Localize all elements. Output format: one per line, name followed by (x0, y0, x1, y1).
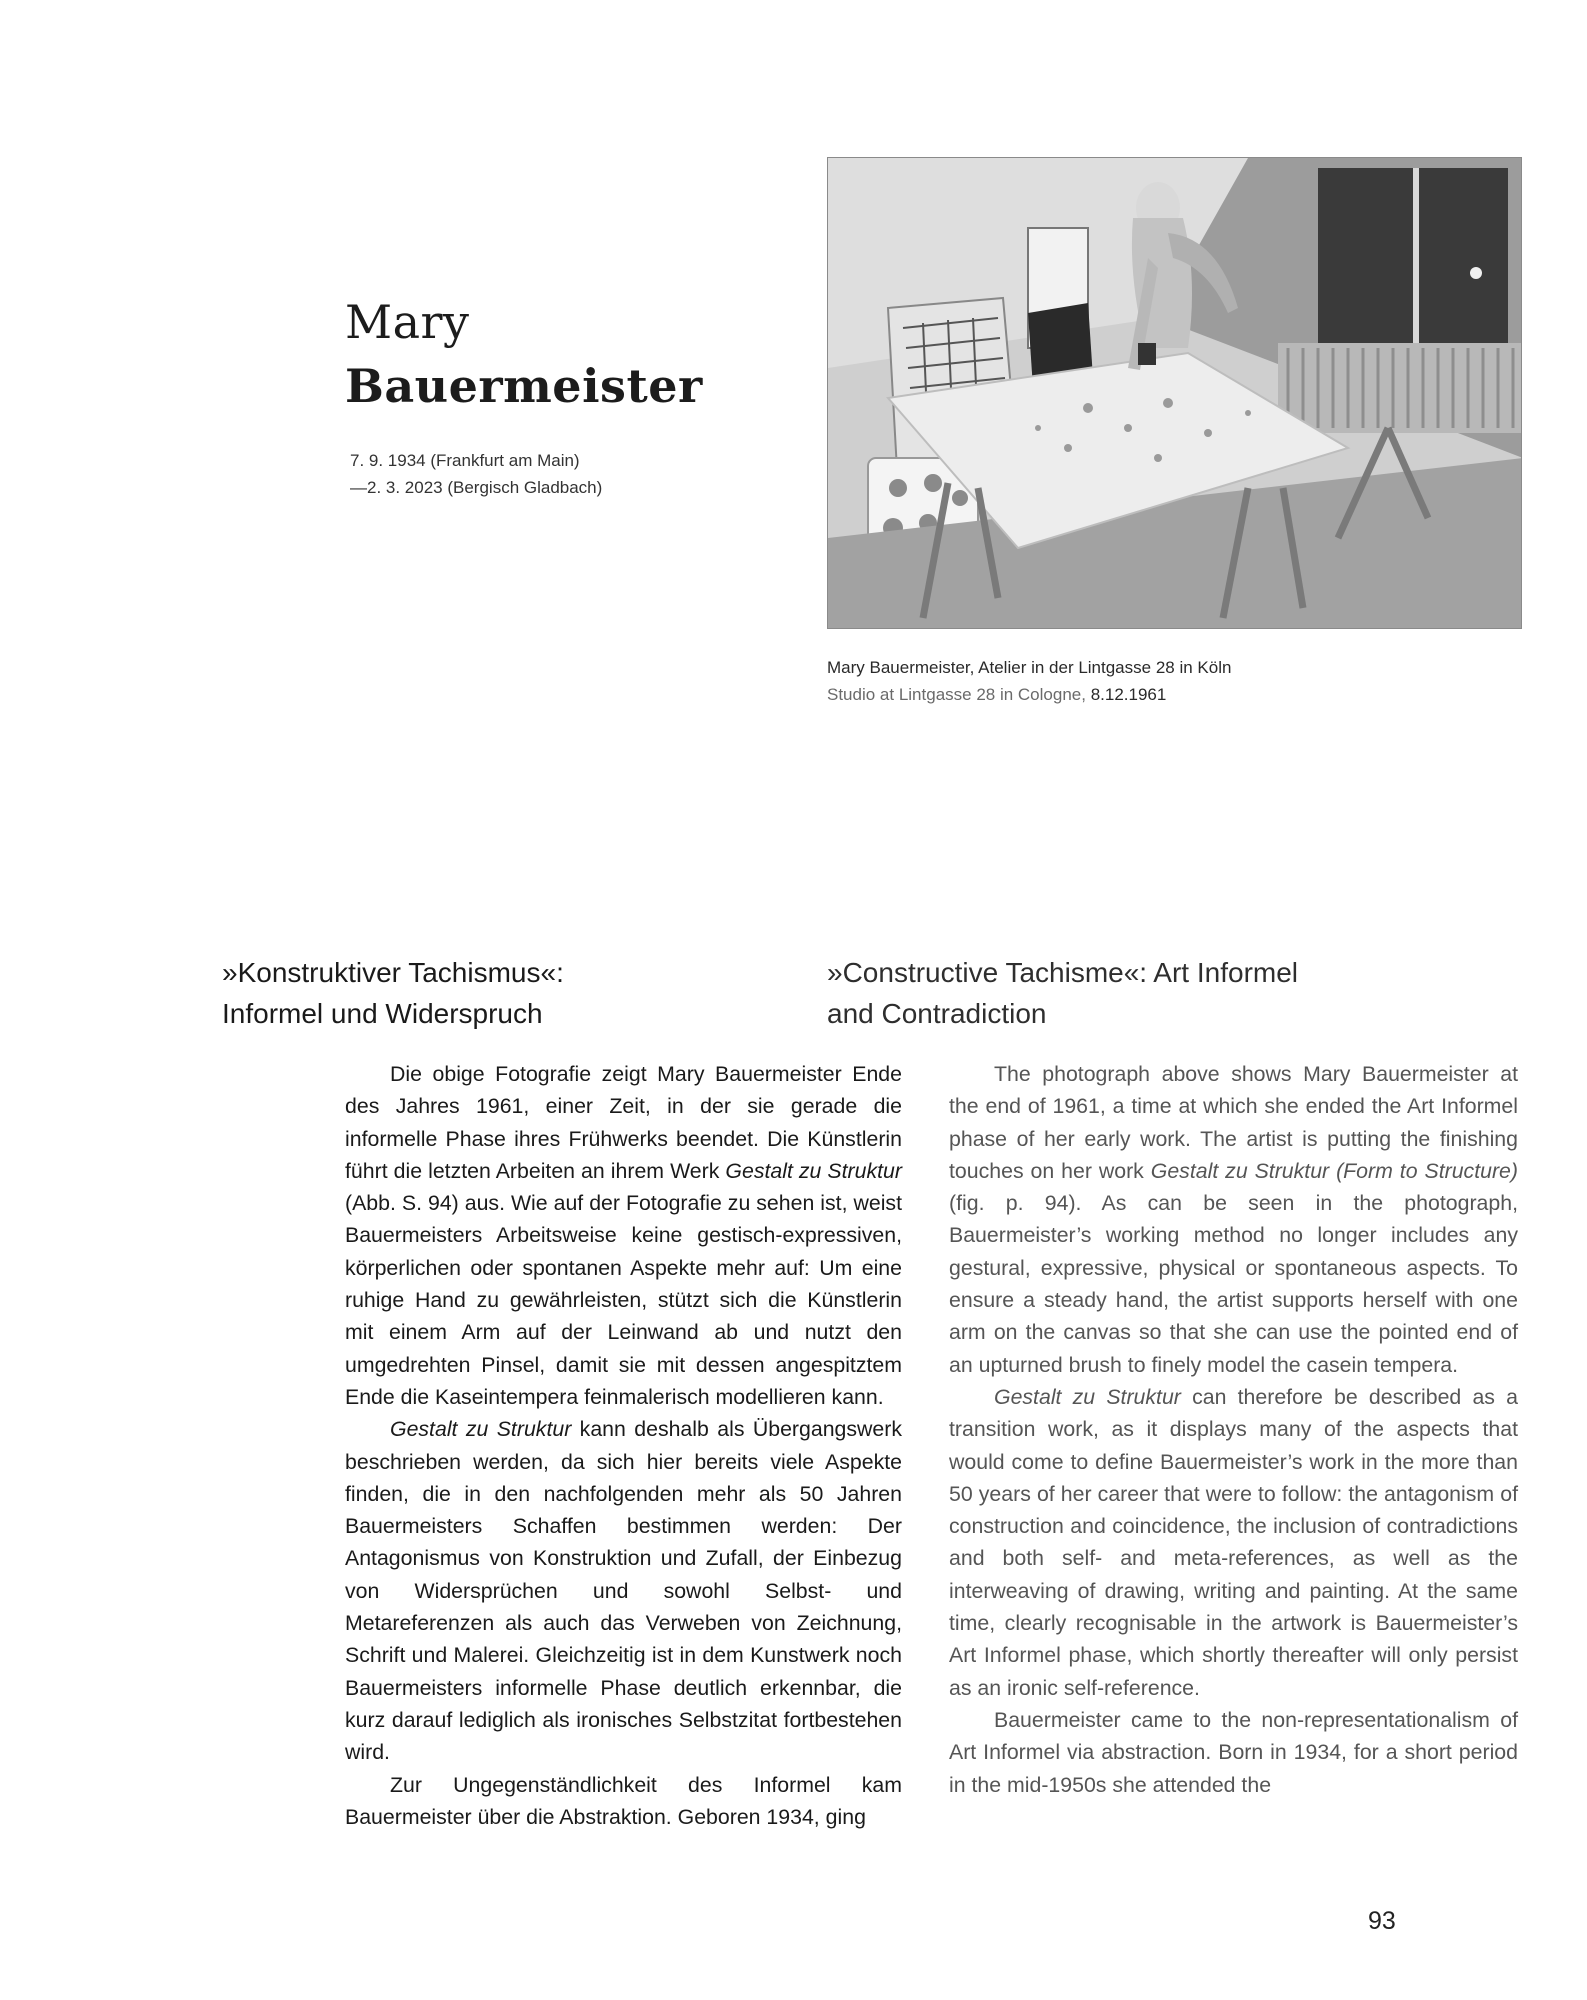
work-title: Gestalt zu Struktur (Form to Structure) (1150, 1158, 1518, 1183)
text-run: (Abb. S. 94) aus. Wie auf der Fotografie zu sehen ist, weist Bauermeisters Arbeitsweise keine gestisch-expressiven, körperlichen oder spontanen Aspekte mehr auf: Um eine ruhige Hand zu gewährleisten, stützt sich die Künstlerin mit einem Arm auf der Leinwand ab und nutzt den umgedrehten Pinsel, damit sie mit dessen angespitztem Ende die Kaseintempera feinmalerisch modellieren kann. (345, 1191, 902, 1409)
artist-first-name: Mary (345, 295, 470, 349)
paragraph (345, 1769, 902, 1834)
heading-german-line2: Informel und Widerspruch (222, 998, 543, 1029)
body-text-english (949, 1058, 1518, 1801)
heading-english-line1: »Constructive Tachisme«: Art Informel (827, 957, 1299, 988)
text-run: Zur Ungegenständlichkeit des Informel kam Bauermeister über die Abstraktion. Geboren 1934, ging (345, 1772, 902, 1829)
paragraph (949, 1381, 1518, 1704)
page-number: 93 (1368, 1907, 1396, 1935)
text-run: Bauermeister came to the non-representationalism of Art Informel via abstraction. Born in 1934, for a short period in the mid-1950s she attended the (949, 1707, 1518, 1797)
paragraph (345, 1058, 902, 1413)
life-dates (350, 447, 602, 501)
paragraph (949, 1058, 1518, 1381)
text-run: can therefore be described as a transition work, as it displays many of the aspects that would come to define Bauermeister’s work in the more than 50 years of her career that were to follow: the antagonism of construction and coincidence, the inclusion of contradictions and both self- and meta-references, as well as the interweaving of drawing, writing and painting. At the same time, clearly recognisable in the artwork is Bauermeister’s Art Informel phase, which shortly thereafter will only persist as an ironic self-reference. (949, 1384, 1518, 1700)
text-run: (fig. p. 94). As can be seen in the photograph, Bauermeister’s working method no longer includes any gestural, expressive, physical or spontaneous aspects. To ensure a steady hand, the artist supports herself with one arm on the canvas so that she can use the pointed end of an upturned brush to finely model the casein tempera. (949, 1191, 1518, 1377)
studio-photo-illustration (828, 158, 1522, 629)
death-date: —2. 3. 2023 (Bergisch Gladbach) (350, 478, 603, 497)
paragraph (345, 1413, 902, 1768)
heading-german-line1: »Konstruktiver Tachismus«: (222, 957, 564, 988)
birth-date: 7. 9. 1934 (Frankfurt am Main) (350, 451, 580, 470)
work-title: Gestalt zu Struktur (994, 1384, 1181, 1409)
work-title: Gestalt zu Struktur (390, 1417, 572, 1442)
artist-last-name: Bauermeister (345, 359, 703, 413)
photo-caption (827, 654, 1231, 708)
body-text-german (345, 1058, 902, 1833)
text-run: kann deshalb als Übergangswerk beschrieben werden, da sich hier bereits viele Aspekte finden, die in den nachfolgenden mehr als 50 Jahren Bauermeisters Schaffen bestimmen werden: Der Antagonismus von Konstruktion und Zufall, der Einbezug von Widersprüchen und sowohl Selbst- und Metareferenzen als auch das Verweben von Zeichnung, Schrift und Malerei. Gleichzeitig ist in dem Kunstwerk noch Bauermeisters informelle Phase deutlich erkennbar, die kurz darauf lediglich als ironisches Selbstzitat fortbestehen wird. (345, 1417, 902, 1765)
studio-photo (827, 157, 1522, 629)
text-run: Die obige Fotografie zeigt Mary Bauermeister Ende des Jahres 1961, einer Zeit, in der sie gerade die informelle Phase ihres Frühwerks beendet. Die Künstlerin führt die letzten Arbeiten an ihrem Werk (345, 1062, 902, 1183)
caption-english: Studio at Lintgasse 28 in Cologne, (827, 685, 1091, 704)
paragraph (949, 1704, 1518, 1801)
heading-english-line2: and Contradiction (827, 998, 1047, 1029)
artist-name (345, 290, 703, 418)
heading-german (222, 952, 762, 1034)
text-run: The photograph above shows Mary Bauermeister at the end of 1961, a time at which she ended the Art Informel phase of her early work. The artist is putting the finishing touches on her work (949, 1062, 1518, 1183)
caption-date: 8.12.1961 (1090, 685, 1167, 704)
heading-english (827, 952, 1467, 1034)
caption-german: Mary Bauermeister, Atelier in der Lintgasse 28 in Köln (827, 658, 1232, 677)
work-title: Gestalt zu Struktur (725, 1158, 902, 1183)
